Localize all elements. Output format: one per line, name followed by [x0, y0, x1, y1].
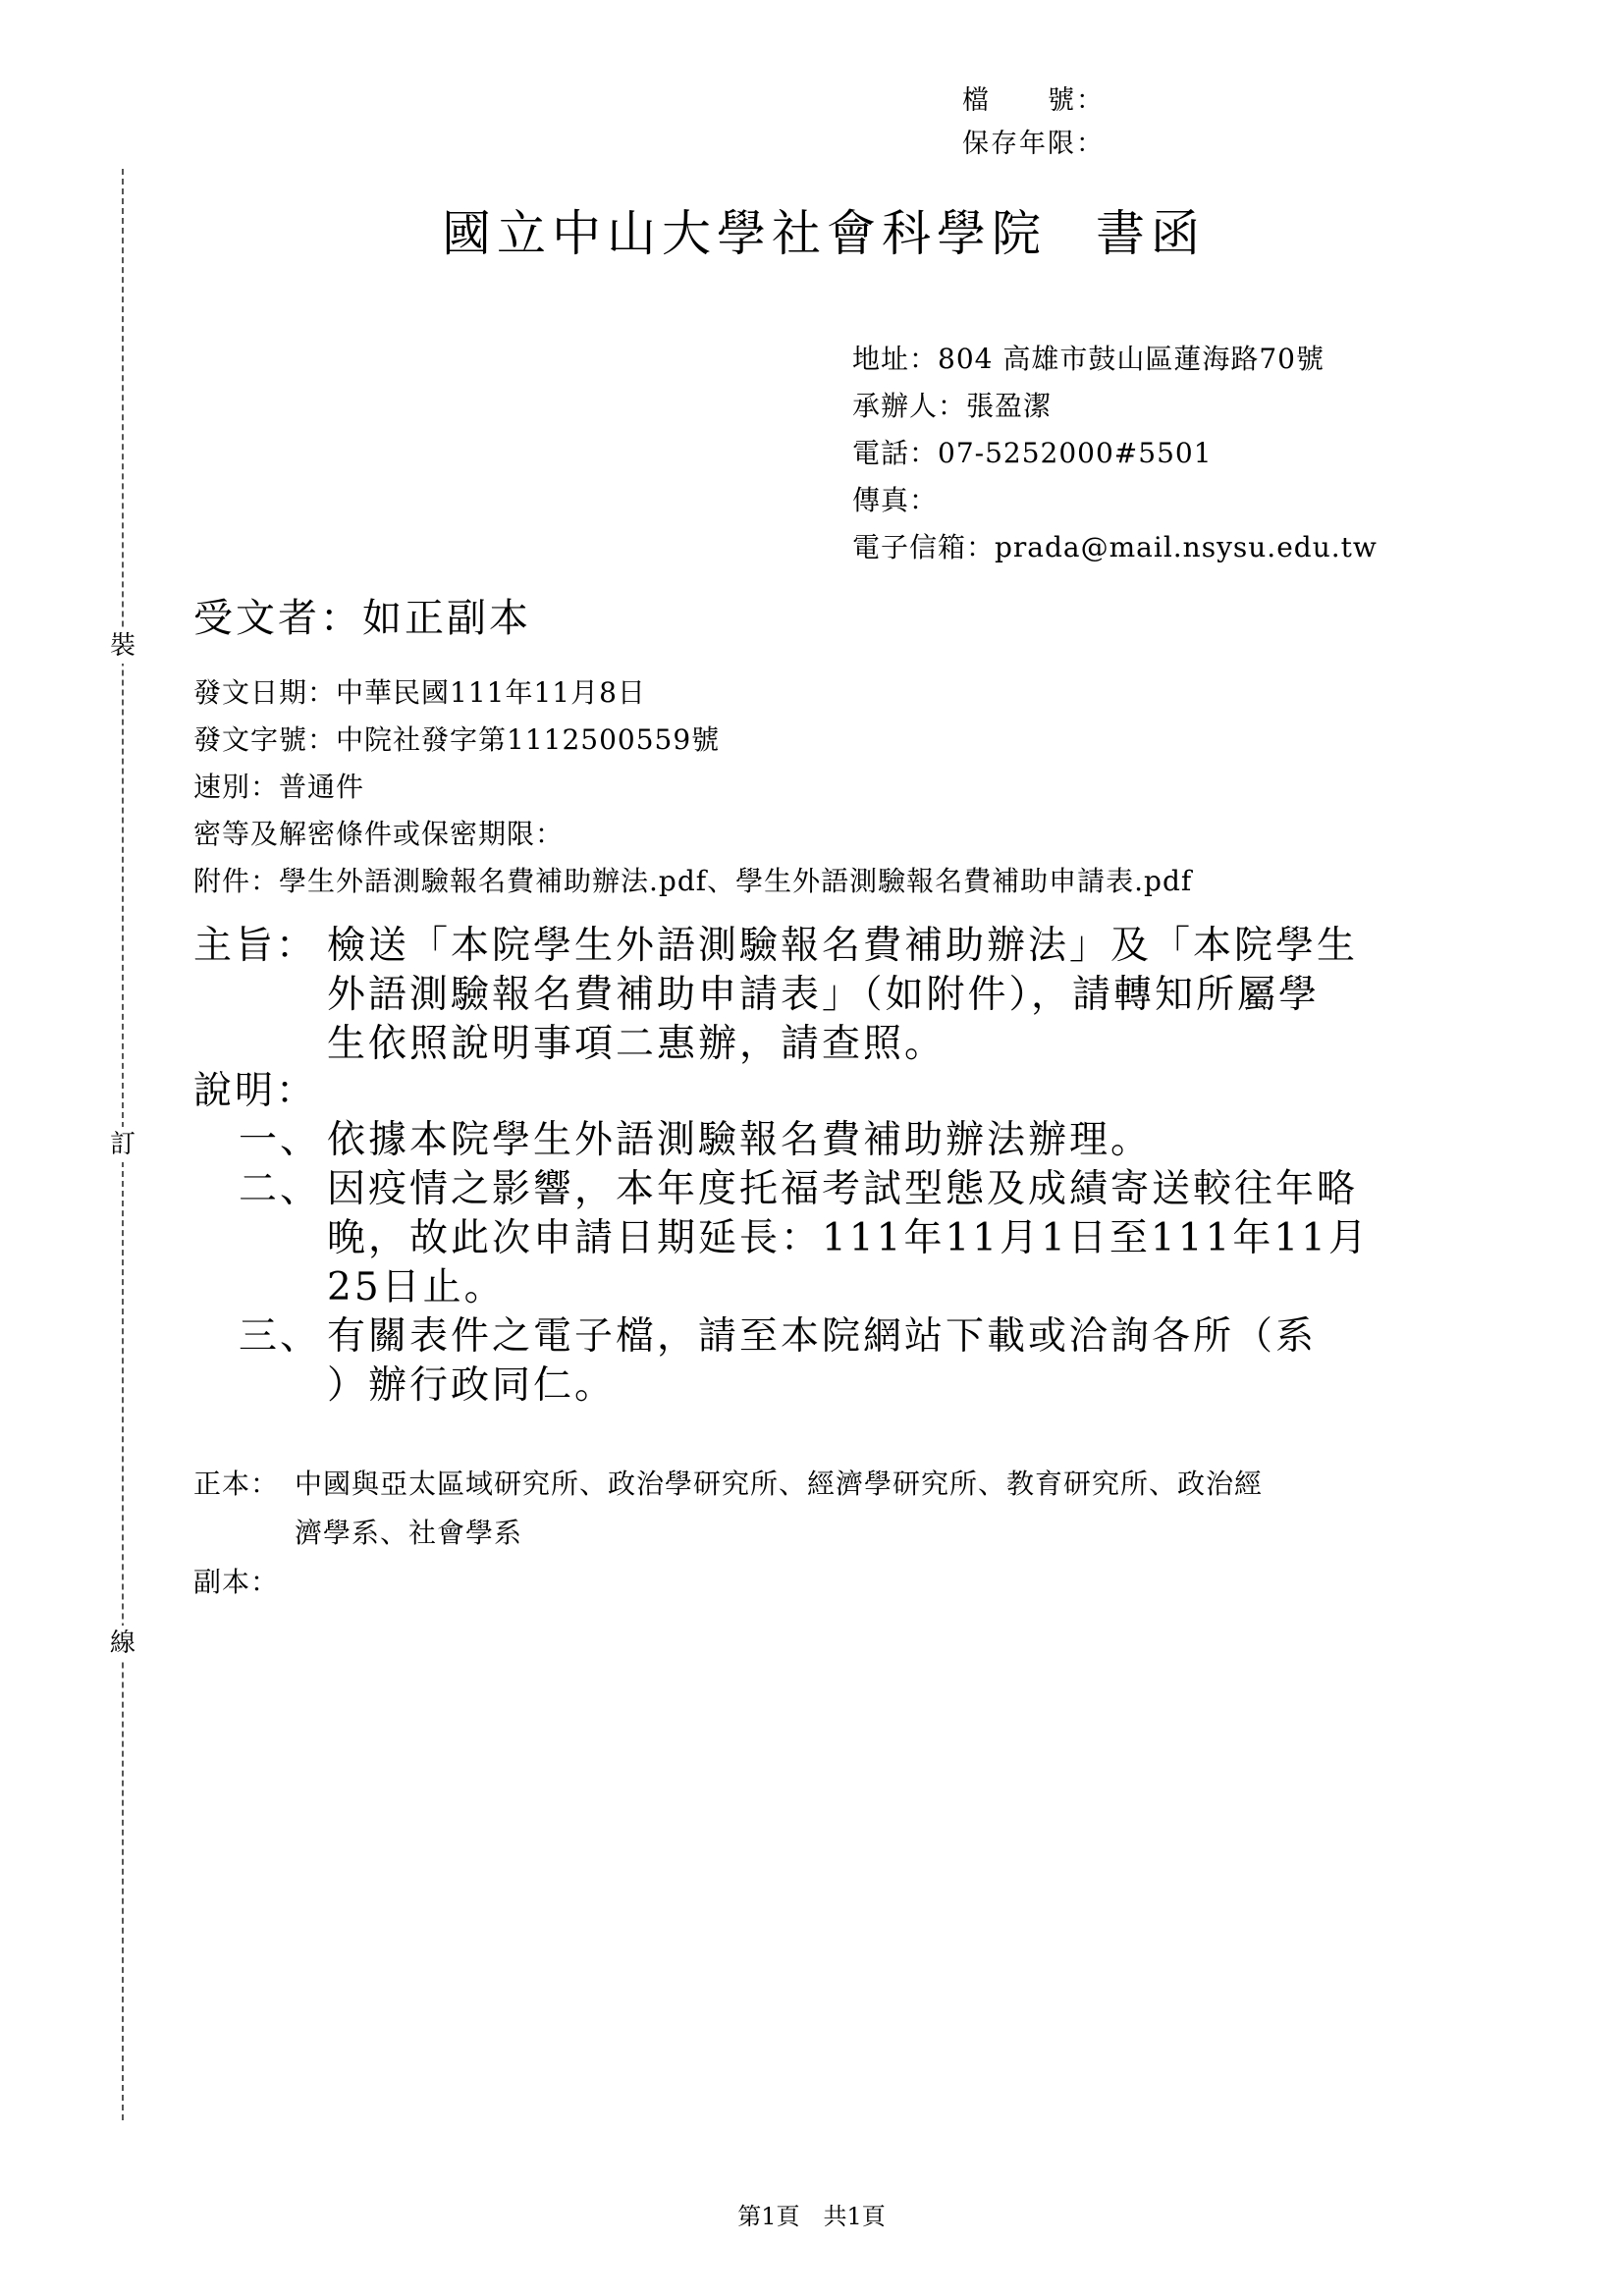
explanation-item-number: 二、: [239, 1167, 322, 1211]
subject-label: 主旨：: [193, 924, 318, 968]
main-recipients-line: 中國與亞太區域研究所、政治學研究所、經濟學研究所、教育研究所、政治經: [295, 1468, 1264, 1500]
explanation-item-line: 晚，故此次申請日期延長：111年11月1日至111年11月: [327, 1216, 1370, 1260]
subject-line: 檢送「本院學生外語測驗報名費補助辦法」及「本院學生: [327, 924, 1359, 968]
subject-line: 外語測驗報名費補助申請表」（如附件），請轉知所屬學: [327, 973, 1321, 1017]
retention-period-label: 保存年限：: [962, 129, 1105, 159]
binding-char-zhuang: 裝: [106, 628, 139, 664]
subject-line: 生依照說明事項二惠辦，請查照。: [327, 1022, 947, 1066]
explanation-item-line: 有關表件之電子檔，請至本院網站下載或洽詢各所（系: [327, 1314, 1318, 1359]
contact-email: 電子信箱：prada@mail.nsysu.edu.tw: [852, 531, 1378, 563]
contact-fax: 傳真：: [852, 484, 939, 516]
attachment-list: 附件：學生外語測驗報名費補助辦法.pdf、學生外語測驗報名費補助申請表.pdf: [193, 865, 1193, 897]
explanation-item-line: 依據本院學生外語測驗報名費補助辦法辦理。: [327, 1118, 1153, 1162]
issue-date: 發文日期：中華民國111年11月8日: [193, 676, 646, 709]
secrecy-level: 密等及解密條件或保密期限：: [193, 818, 565, 850]
binding-char-ding: 訂: [106, 1127, 139, 1162]
contact-handler: 承辦人：張盈潔: [852, 390, 1053, 422]
document-title: [442, 194, 1206, 265]
main-recipients-line: 濟學系、社會學系: [295, 1517, 523, 1549]
binding-char-xian: 線: [106, 1626, 139, 1661]
page-number: 第1頁 共1頁: [737, 2203, 886, 2230]
file-number-label: 檔 號：: [962, 85, 1105, 116]
explanation-item-number: 一、: [239, 1118, 322, 1162]
explanation-item-line: 因疫情之影響，本年度托福考試型態及成績寄送較往年略: [327, 1167, 1359, 1211]
contact-address: 地址：804 高雄市鼓山區蓮海路70號: [852, 343, 1325, 375]
explanation-item-line: ）辦行政同仁。: [327, 1363, 617, 1408]
document-type: 書函: [1096, 205, 1206, 262]
document-number: 發文字號：中院社發字第1112500559號: [193, 723, 721, 756]
explanation-item-line: 25日止。: [327, 1265, 506, 1309]
contact-phone: 電話：07-5252000#5501: [852, 437, 1213, 469]
main-recipients-label: 正本：: [193, 1468, 280, 1500]
speed-class: 速別：普通件: [193, 771, 365, 803]
explanation-label: 說明：: [193, 1069, 318, 1113]
issuing-organization: 國立中山大學社會科學院: [442, 205, 1047, 262]
copy-recipients-label: 副本：: [193, 1566, 280, 1598]
explanation-item-number: 三、: [239, 1314, 322, 1359]
recipient: 受文者：如正副本: [193, 596, 531, 641]
